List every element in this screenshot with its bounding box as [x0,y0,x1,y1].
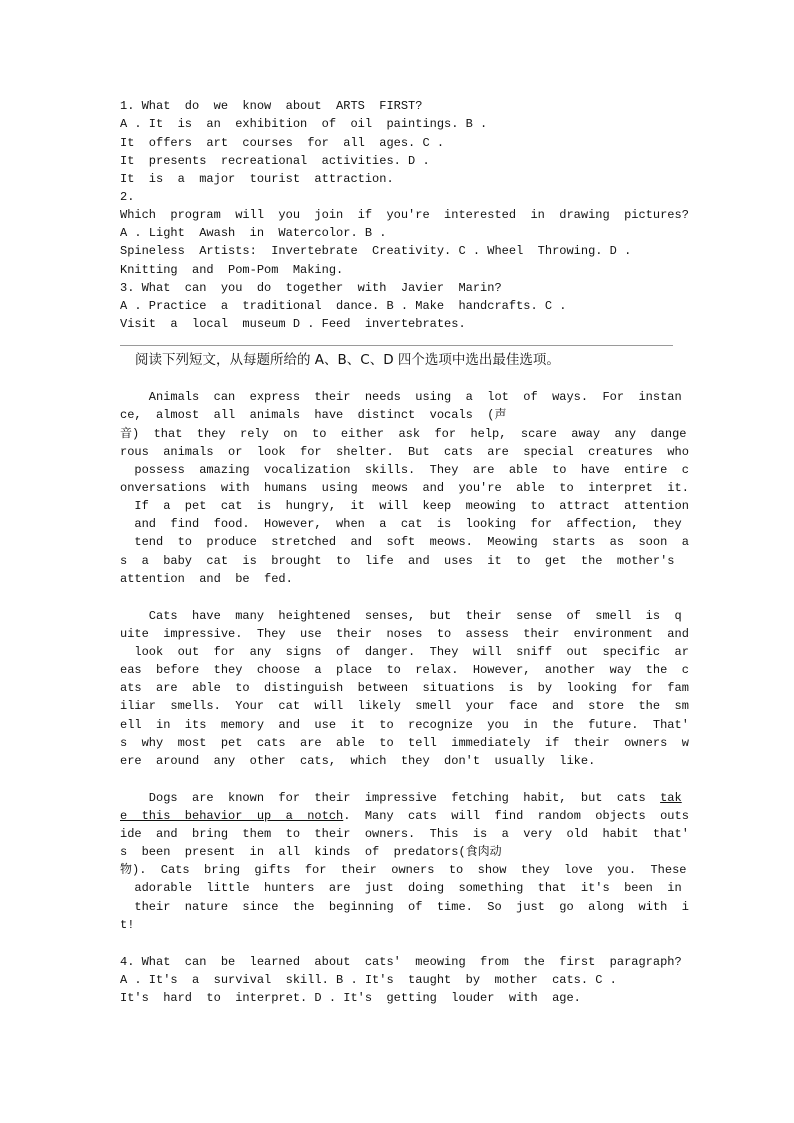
section-divider [120,345,673,346]
paragraph-2-line: uite impressive. They use their noses to assess their environment and [120,627,689,641]
paragraph-3-text: . Many cats will find random objects outs [343,809,689,823]
question-1-options: It presents recreational activities. D . [120,154,430,168]
paragraph-2-line: iliar smells. Your cat will likely smell your face and store the sm [120,699,689,713]
paragraph-1-line: tend to produce stretched and soft meows. Meowing starts as soon a [120,535,689,549]
paragraph-3-line: 物). Cats bring gifts for their owners to show they love you. These [120,863,687,877]
underlined-phrase: tak [660,791,682,805]
paragraph-1-line: 音) that they rely on to either ask for help, scare away any dange [120,427,687,441]
paragraph-3-line: s been present in all kinds of predators(食肉动 [120,845,502,859]
paragraph-3-line [120,789,682,807]
paragraph-3-line: t! [120,918,135,932]
question-2-options: Spineless Artists: Invertebrate Creativity. C . Wheel Throwing. D . [120,244,632,258]
underlined-phrase: e this behavior up a notch [120,809,344,823]
question-4-options: It's hard to interpret. D . It's getting louder with age. [120,991,581,1005]
paragraph-1-line: onversations with humans using meows and you're able to interpret it. [120,481,689,495]
paragraph-3-line: ide and bring them to their owners. This is a very old habit that' [120,827,689,841]
paragraph-1-line: Animals can express their needs using a lot of ways. For instan [120,390,682,404]
paragraph-3-text: Dogs are known for their impressive fetching habit, but cats [120,791,661,805]
paragraph-1-line: s a baby cat is brought to life and uses it to get the mother's [120,554,675,568]
paragraph-2-line: Cats have many heightened senses, but their sense of smell is q [120,609,682,623]
question-1-stem: 1. What do we know about ARTS FIRST? [120,99,423,113]
paragraph-1-line: and find food. However, when a cat is looking for affection, they [120,517,682,531]
question-3-options: A . Practice a traditional dance. B . Make handcrafts. C . [120,299,567,313]
paragraph-1-line: possess amazing vocalization skills. They are able to have entire c [120,463,689,477]
paragraph-3-line: their nature since the beginning of time. So just go along with i [120,900,689,914]
question-3-options: Visit a local museum D . Feed invertebrates. [120,317,466,331]
paragraph-1-line: attention and be fed. [120,572,293,586]
paragraph-2-line: ere around any other cats, which they don't usually like. [120,754,596,768]
paragraph-3-line: adorable little hunters are just doing something that it's been in [120,881,682,895]
paragraph-1-line: rous animals or look for shelter. But cats are special creatures who [120,445,689,459]
question-1-options: It is a major tourist attraction. [120,172,394,186]
paragraph-2-line: look out for any signs of danger. They will sniff out specific ar [120,645,689,659]
question-2-options: A . Light Awash in Watercolor. B . [120,226,387,240]
question-2-stem: Which program will you join if you're interested in drawing pictures? [120,208,689,222]
question-1-options: A . It is an exhibition of oil paintings. B . [120,117,488,131]
question-3-stem: 3. What can you do together with Javier Marin? [120,281,502,295]
paragraph-3-line [120,807,689,825]
question-2-number: 2. [120,190,135,204]
question-4-options: A . It's a survival skill. B . It's taught by mother cats. C . [120,973,617,987]
question-1-options: It offers art courses for all ages. C . [120,136,445,150]
question-2-options: Knitting and Pom-Pom Making. [120,263,344,277]
reading-instruction: 阅读下列短文，从每题所给的 A、B、C、D 四个选项中选出最佳选项。 [135,352,560,368]
paragraph-2-line: s why most pet cats are able to tell immediately if their owners w [120,736,689,750]
paragraph-1-line: If a pet cat is hungry, it will keep meowing to attract attention [120,499,689,513]
paragraph-1-line: ce, almost all animals have distinct vocals (声 [120,408,507,422]
question-4-stem: 4. What can be learned about cats' meowing from the first paragraph? [120,955,682,969]
paragraph-2-line: eas before they choose a place to relax. However, another way the c [120,663,689,677]
paragraph-2-line: ats are able to distinguish between situations is by looking for fam [120,681,689,695]
paragraph-2-line: ell in its memory and use it to recognize you in the future. That' [120,718,689,732]
